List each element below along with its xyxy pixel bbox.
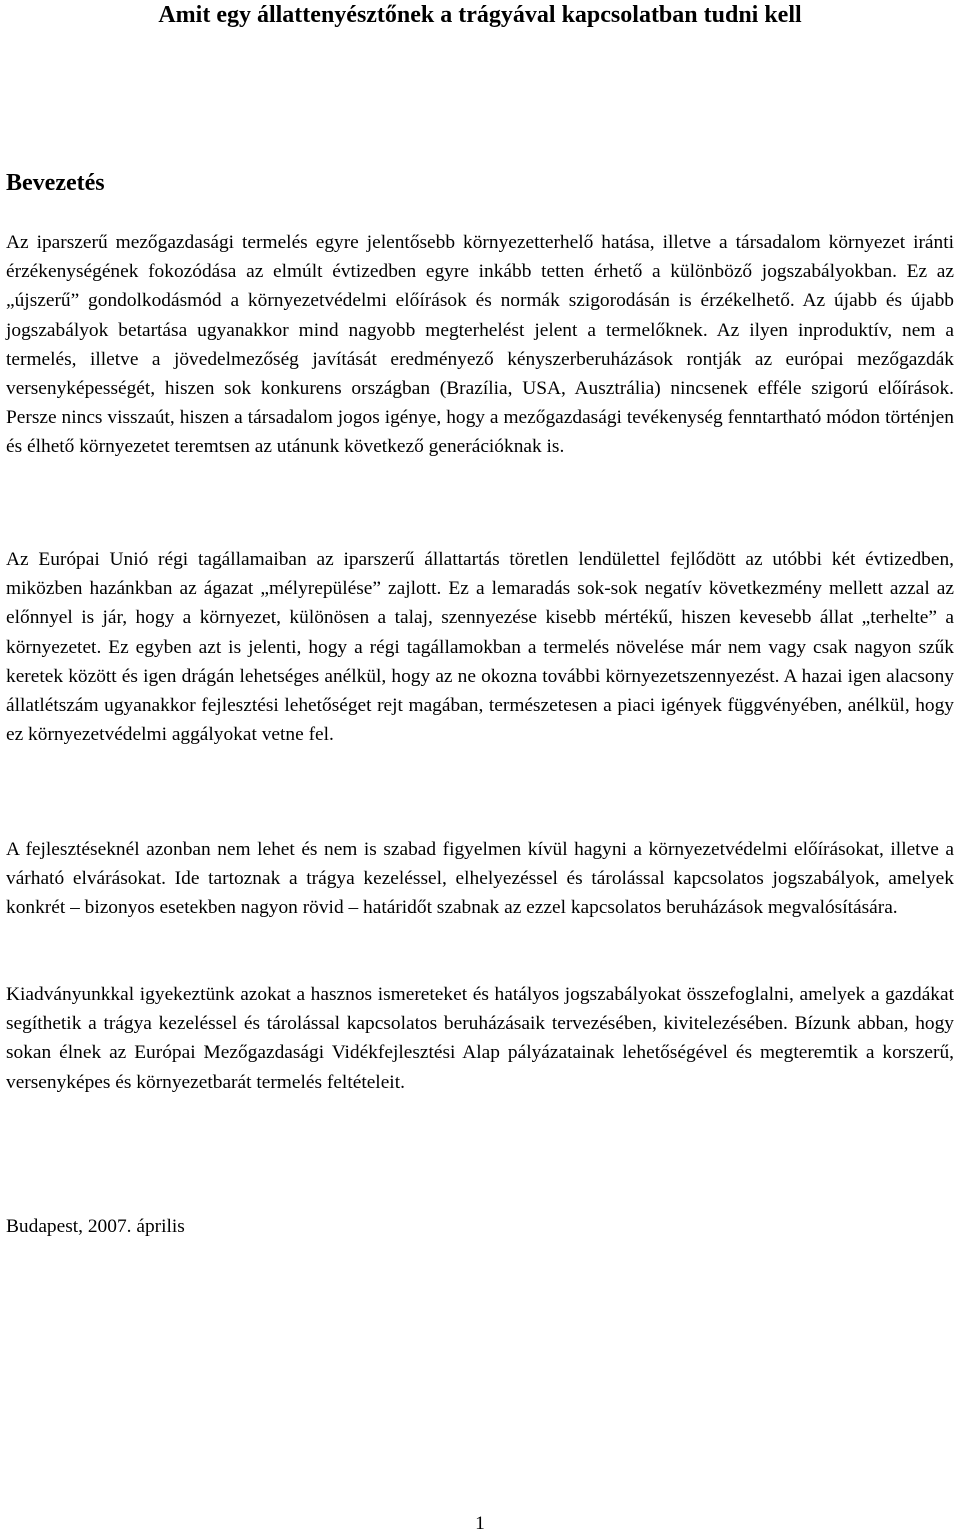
paragraph: Az Európai Unió régi tagállamaiban az iparszerű állattartás töretlen lendülettel fejlődött az utóbbi két évtizedben, miközben hazánkban az ágazat „mélyrepülése” zajlott. Ez a lemaradás sok-sok negatív következmény mellett azzal az előnnyel is jár, hogy a környezet, különösen a talaj, szennyezése kisebb mértékű, hiszen kevesebb állat „terhelte” a környezetet. Ez egyben azt is jelenti, hogy a régi tagállamokban a termelés növelése már nem vagy csak nagyon szűk keretek között és igen drágán lehetséges anélkül, hogy az ne okozna további környezetszennyezést. A hazai igen alacsony állatlétszám ugyanakkor fejlesztési lehetőséget rejt magában, természetesen a piaci igények függvényében, anélkül, hogy ez környezetvédelmi aggályokat vetne fel. bbox=[6, 549, 954, 746]
section-heading: Bevezetés bbox=[6, 170, 105, 196]
paragraph: Kiadványunkkal igyekeztünk azokat a hasznos ismereteket és hatályos jogszabályokat összefoglalni, amelyek a gazdákat segíthetik a trágya kezeléssel és tárolással kapcsolatos beruházásaik tervezésében, kivitelezésében. Bízunk abban, hogy sokan élnek az Európai Mezőgazdasági Vidékfejlesztési Alap pályázatainak lehetőségével és megteremtik a korszerű, versenyképes és környezetbarát termelés feltételeit. bbox=[6, 984, 954, 1093]
paragraph: Az iparszerű mezőgazdasági termelés egyre jelentősebb környezetterhelő hatása, illetve a társadalom környezet iránti érzékenységének fokozódása az elmúlt évtizedben egyre inkább tetten érhető a különböző jogszabályokban. Ez az „újszerű” gondolkodásmód a környezetvédelmi előírások és normák szigorodásán is érzékelhető. Az újabb és újabb jogszabályok betartása ugyanakkor mind nagyobb megterhelést jelent a termelőknek. Az ilyen inproduktív, nem a termelés, illetve a jövedelmezőség javítását eredményező kényszerberuházások rontják az európai mezőgazdák versenyképességét, hiszen sok konkurens országban (Brazília, USA, Ausztrália) nincsenek efféle szigorú előírások. Persze nincs visszaút, hiszen a társadalom jogos igénye, hogy a mezőgazdasági tevékenység fenntartható módon történjen és élhető környezetet teremtsen az utánunk következő generációknak is. bbox=[6, 232, 954, 458]
place-and-date: Budapest, 2007. április bbox=[6, 1216, 185, 1237]
paragraph: A fejlesztéseknél azonban nem lehet és nem is szabad figyelmen kívül hagyni a környezetvédelmi előírásokat, illetve a várható elvárásokat. Ide tartoznak a trágya kezeléssel, elhelyezéssel és tárolással kapcsolatos jogszabályok, amelyek konkrét – bizonyos esetekben nagyon rövid – határidőt szabnak az ezzel kapcsolatos beruházások megvalósítására. bbox=[6, 839, 954, 919]
page-number: 1 bbox=[475, 1513, 485, 1534]
document-title: Amit egy állattenyésztőnek a trágyával kapcsolatban tudni kell bbox=[158, 2, 802, 28]
